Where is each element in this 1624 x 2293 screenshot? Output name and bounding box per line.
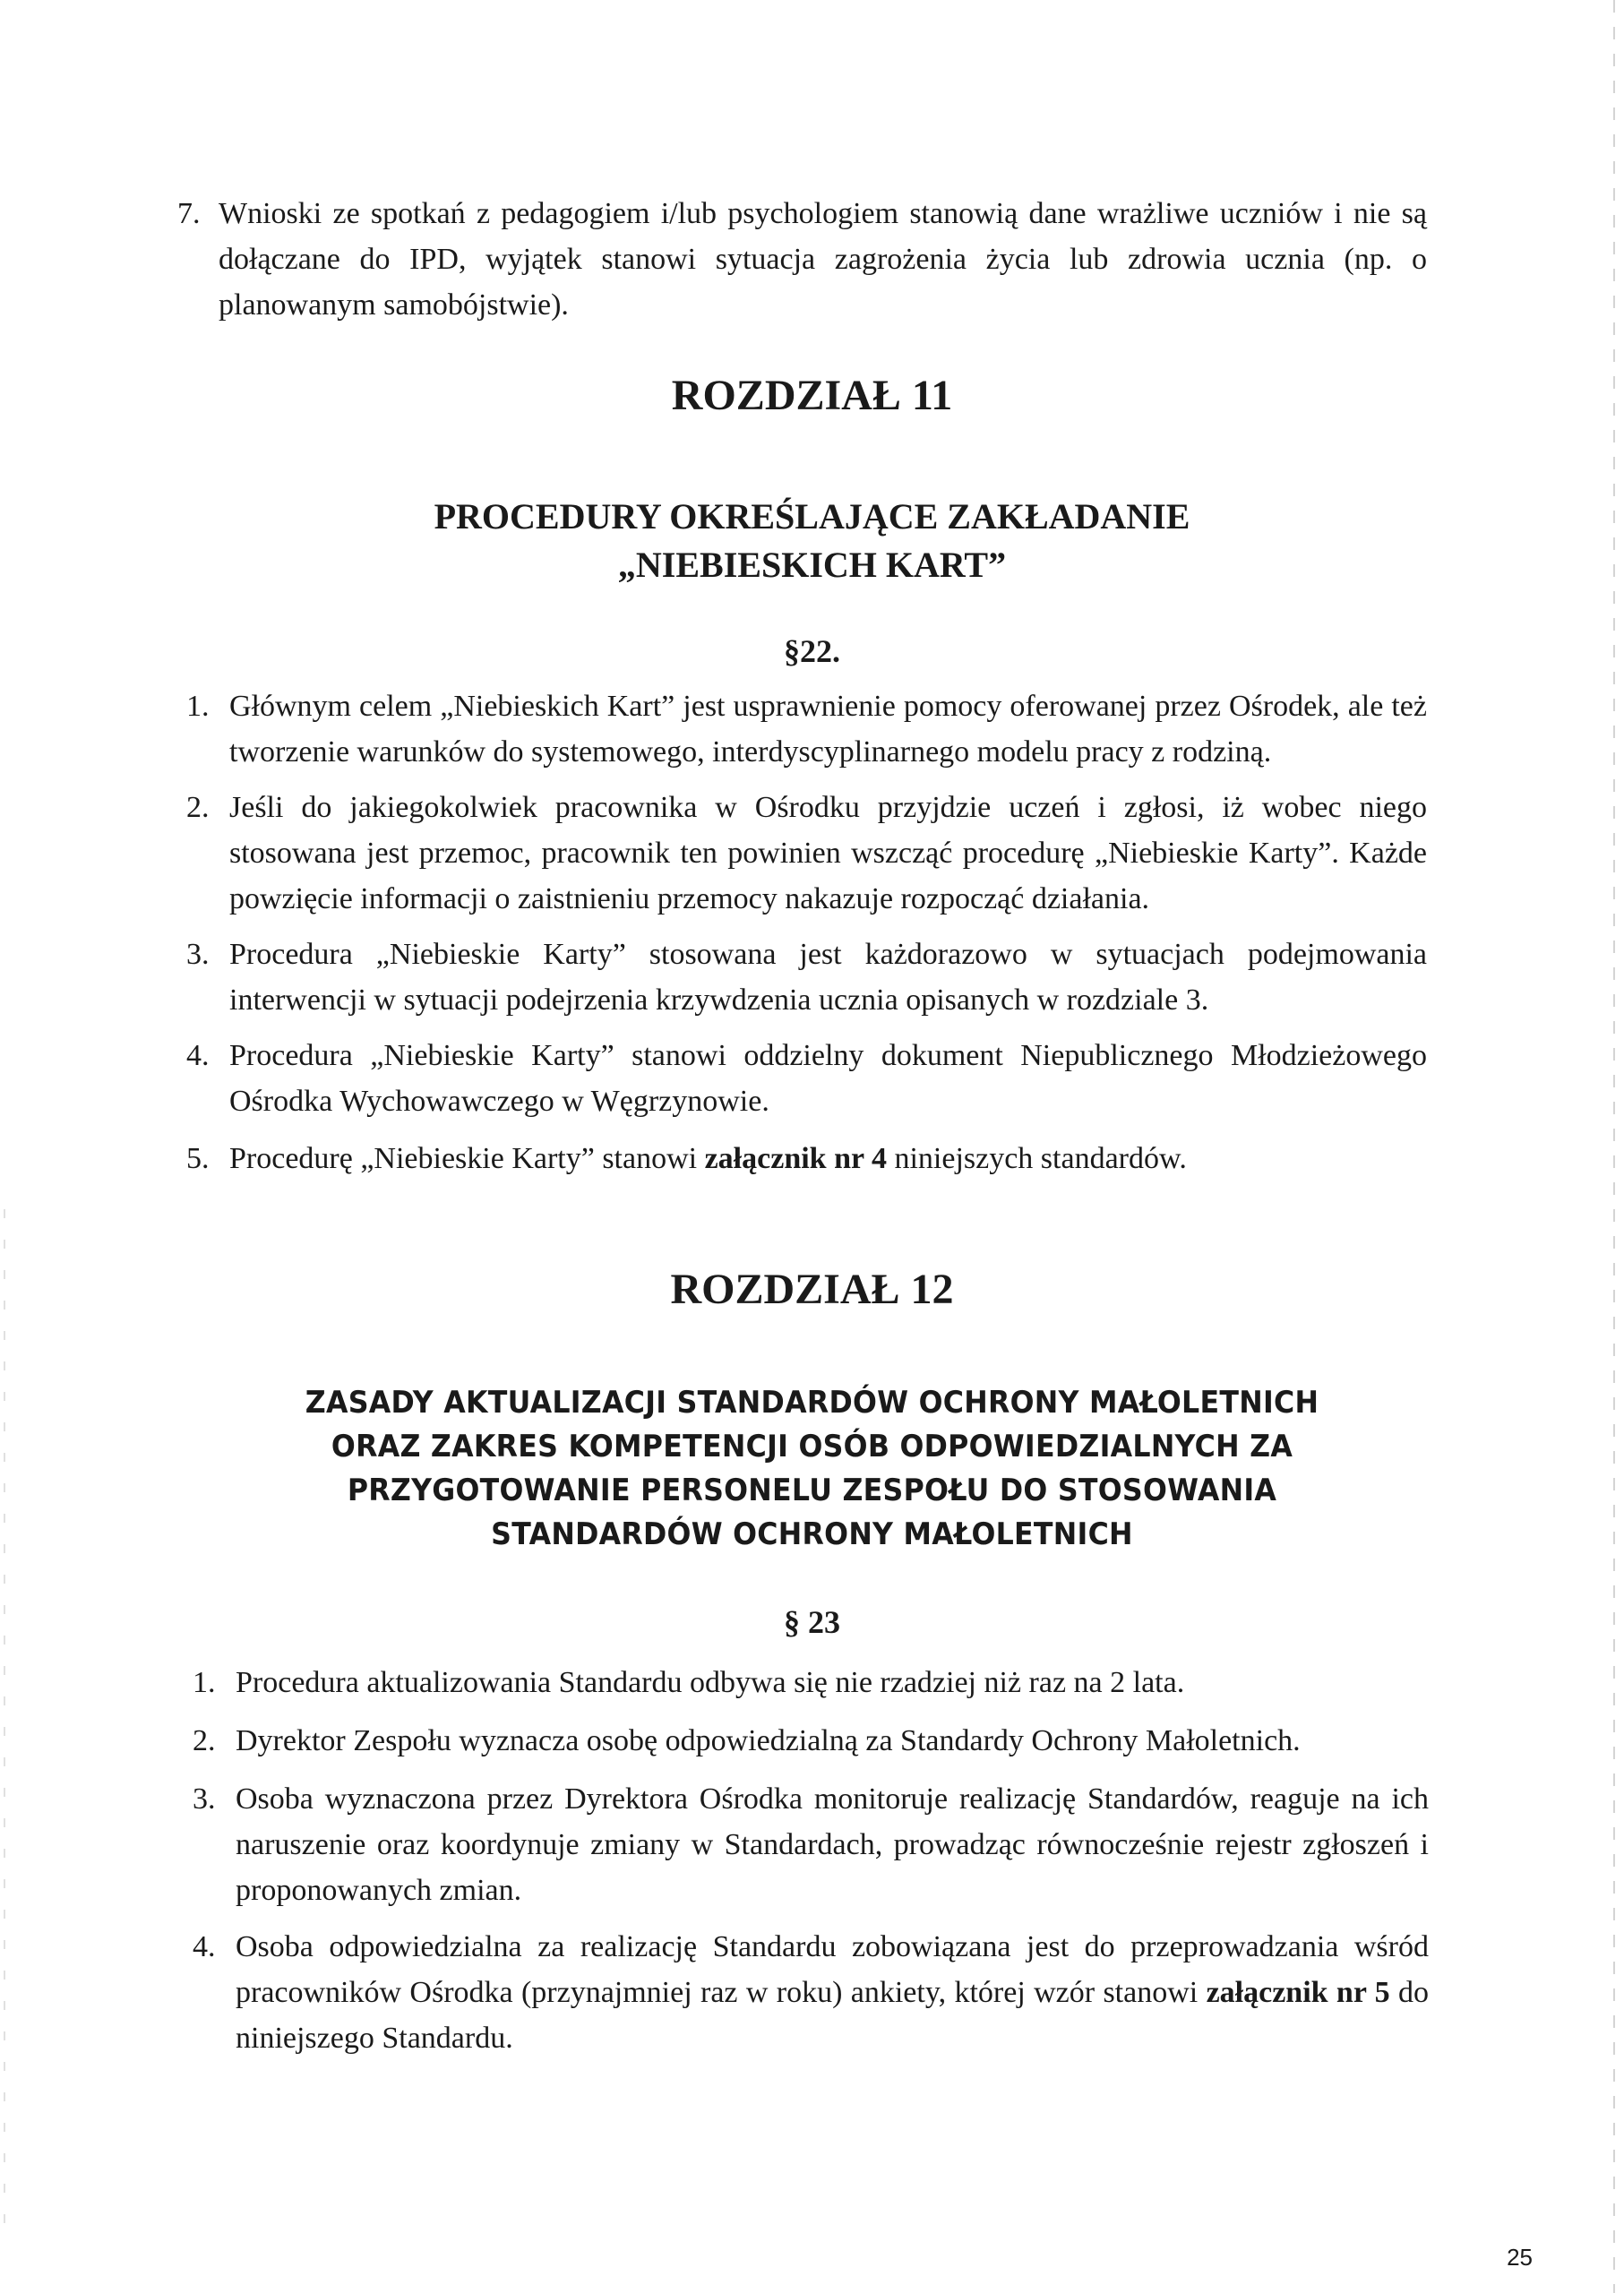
attachment-reference: załącznik nr 5	[1206, 1976, 1390, 2009]
item-number: 2.	[193, 1724, 216, 1757]
item-text: Osoba wyznaczona przez Dyrektora Ośrodka monitoruje realizację Standardów, reaguje na ich naruszenie oraz koordynuje zmiany w Standardach, prowadząc równocześnie rejestr zgłoszeń i proponowanych zmian.	[236, 1782, 1429, 1907]
item-text: Procedura „Niebieskie Karty” stanowi oddzielny dokument Niepublicznego Młodzieżowego Ośrodka Wychowawczego w Węgrzynowie.	[229, 1039, 1427, 1118]
list-item	[186, 785, 1427, 922]
chapter-12-subtitle-line-3: PRZYGOTOWANIE PERSONELU ZESPOŁU DO STOSOWANIA	[347, 1473, 1277, 1508]
item-text-part: Procedurę „Niebieskie Karty” stanowi	[229, 1142, 705, 1175]
item-number: 3.	[186, 938, 210, 971]
list-item	[186, 1136, 1427, 1181]
page-number: 25	[1507, 2244, 1533, 2271]
chapter-12-subtitle-line-1: ZASADY AKTUALIZACJI STANDARDÓW OCHRONY MAŁOLETNICH	[305, 1385, 1319, 1421]
item-number: 2.	[186, 791, 210, 824]
list-item	[177, 191, 1427, 328]
item-text-part: do niniejszego Standardu.	[236, 1976, 1430, 2055]
item-number: 5.	[186, 1142, 210, 1175]
item-number: 4.	[186, 1039, 210, 1072]
list-item	[186, 1033, 1427, 1124]
item-text: Jeśli do jakiegokolwiek pracownika w Ośrodku przyjdzie uczeń i zgłosi, iż wobec niego stosowana jest przemoc, pracownik ten powinien wszcząć procedurę „Niebieskie Karty”. Każde powzięcie informacji o zaistnieniu przemocy nakazuje rozpocząć działania.	[229, 791, 1427, 915]
item-number: 3.	[193, 1782, 216, 1816]
attachment-reference: załącznik nr 4	[704, 1142, 887, 1175]
paragraph-marker-22: §22.	[784, 633, 840, 669]
item-number: 4.	[193, 1930, 216, 1963]
scan-edge-left	[4, 1209, 5, 2239]
item-text: Procedura „Niebieskie Karty” stosowana jest każdorazowo w sytuacjach podejmowania interwencji w sytuacji podejrzenia krzywdzenia ucznia opisanych w rozdziale 3.	[229, 938, 1427, 1017]
chapter-11-title: ROZDZIAŁ 11	[671, 372, 953, 419]
paragraph-marker-23: § 23	[784, 1604, 840, 1640]
item-number: 1.	[186, 690, 210, 723]
chapter-12-subtitle-line-2: ORAZ ZAKRES KOMPETENCJI OSÓB ODPOWIEDZIALNYCH ZA	[331, 1429, 1293, 1464]
list-item	[186, 683, 1427, 775]
scan-edge-right	[1613, 0, 1615, 2293]
item-text: Głównym celem „Niebieskich Kart” jest usprawnienie pomocy oferowanej przez Ośrodek, ale też tworzenie warunków do systemowego, interdyscyplinarnego modelu pracy z rodziną.	[229, 690, 1427, 769]
item-number: 1.	[193, 1666, 216, 1699]
item-text	[236, 1924, 1429, 2061]
item-text: Dyrektor Zespołu wyznacza osobę odpowiedzialną za Standardy Ochrony Małoletnich.	[236, 1724, 1301, 1757]
chapter-12-title: ROZDZIAŁ 12	[670, 1266, 954, 1313]
list-item	[193, 1776, 1429, 1913]
item-text: Wnioski ze spotkań z pedagogiem i/lub psychologiem stanowią dane wrażliwe uczniów i nie są dołączane do IPD, wyjątek stanowi sytuacja zagrożenia życia lub zdrowia ucznia (np. o planowanym samobójstwie).	[219, 197, 1427, 322]
item-text-part: Osoba odpowiedzialna za realizację Standardu zobowiązana jest do przeprowadzania wśród pracowników Ośrodka (przynajmniej raz w roku) ankiety, której wzór stanowi	[236, 1930, 1429, 2009]
item-text	[229, 1136, 1427, 1181]
item-text-part: niniejszych standardów.	[886, 1142, 1187, 1175]
chapter-11-subtitle-line-2: „NIEBIESKICH KART”	[617, 545, 1007, 585]
item-number: 7.	[177, 197, 201, 230]
chapter-12-subtitle-line-4: STANDARDÓW OCHRONY MAŁOLETNICH	[491, 1516, 1133, 1552]
chapter-11-subtitle-line-1: PROCEDURY OKREŚLAJĄCE ZAKŁADANIE	[434, 496, 1190, 537]
list-item	[186, 932, 1427, 1023]
list-item	[193, 1718, 1429, 1764]
item-text: Procedura aktualizowania Standardu odbywa się nie rzadziej niż raz na 2 lata.	[236, 1666, 1185, 1699]
list-item	[193, 1660, 1429, 1705]
list-item	[193, 1924, 1429, 2061]
